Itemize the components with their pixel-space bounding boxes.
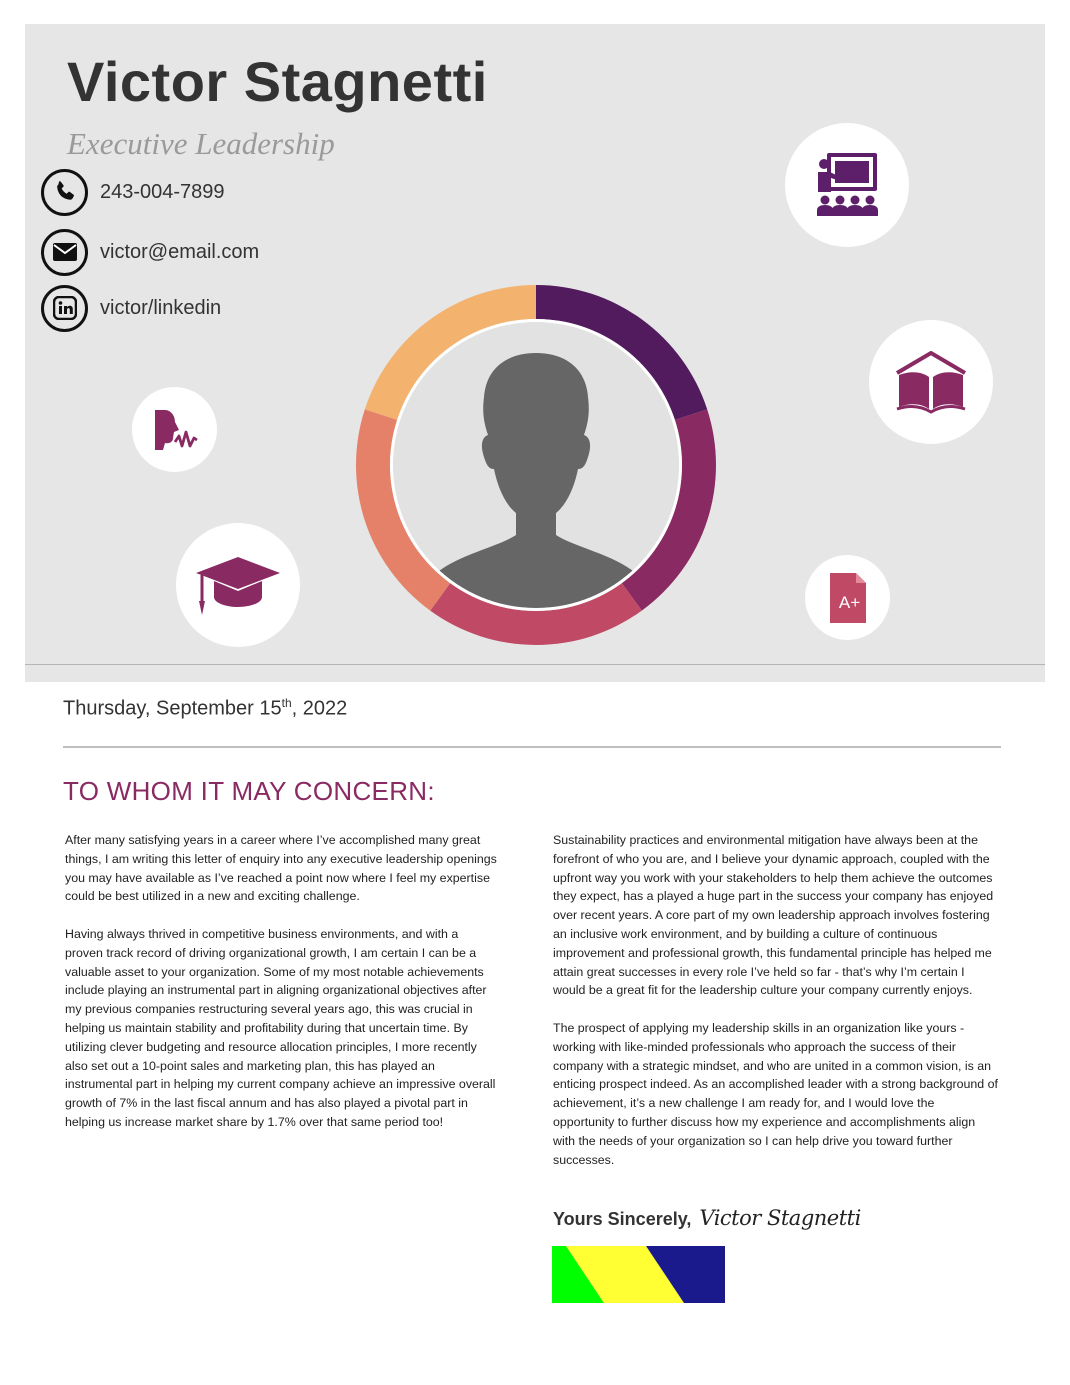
letter-date: Thursday, September 15th, 2022 [63, 696, 348, 720]
applicant-role: Executive Leadership [67, 126, 335, 161]
speech-bubble [132, 387, 217, 472]
paragraph: After many satisfying years in a career where I’ve accomplished many great things, I am writing this letter of enquiry into any executive leadership openings you may have available as I’ve reached a point now where I feel my expertise could be best utilized in a new and exciting challenge. [65, 833, 497, 904]
date-divider [63, 746, 1001, 748]
signoff-text: Yours Sincerely, [553, 1209, 692, 1229]
linkedin-icon [41, 285, 88, 332]
grade-label: A+ [838, 593, 861, 612]
contact-linkedin[interactable] [41, 284, 221, 332]
presentation-icon [815, 152, 879, 218]
book-bubble [869, 320, 993, 444]
paragraph: Sustainability practices and environmental mitigation have always been at the forefront of who you are, and I believe your dynamic approach, coupled with the upfront way you work with your stakeholders to help them achieve the outcomes they expect, has a played a huge part in the success your company has enjoyed over recent years. A core part of my own leadership approach involves fostering an inclusive work environment, and by building a culture of continuous improvement and professional growth, this fundamental principle has helped me attain great successes in every role I’ve held so far - that’s why I’m certain I would be a great fit for the leadership culture your company currently enjoys. [553, 833, 994, 998]
email-text: victor@email.com [100, 240, 260, 263]
graduation-cap-icon [194, 553, 282, 617]
phone-icon [41, 169, 88, 216]
profile-ring [356, 285, 716, 645]
paragraph: The prospect of applying my leadership skills in an organization like yours - working with like-minded professionals who approach the success of their company with a strategic mindset, and who are united in a common vision, is an enticing prospect indeed. As an accomplished leader with a strong background of achievement, it’s a new challenge I am ready for, and I would love the opportunity to further discuss how my experience and accomplishments align with the needs of your organization so I can help drive you toward further successes. [553, 1020, 998, 1167]
email-icon [41, 229, 88, 276]
grade-bubble [805, 555, 890, 640]
company-logo [552, 1246, 725, 1303]
paragraph: Having always thrived in competitive business environments, and with a proven track record of driving organizational growth, I am certain I can be a valuable asset to your organization. Some of my most notable achievements include playing an instrumental part in aligning organizational objectives after my previous companies restructuring several years ago, this was crucial in helping us maintain stability and profitability during that uncertain time. By utilizing clever budgeting and resource allocation principles, I more recently also set out a 10-point sales and marketing plan, this has played an instrumental part in helping my current company achieve an impressive overall growth of 7% in the last fiscal annum and has also played a pivotal part in helping us increase market share by 1.7% over that same period too! [65, 926, 496, 1129]
signoff [553, 1206, 861, 1230]
presentation-bubble [785, 123, 909, 247]
applicant-name: Victor Stagnetti [67, 50, 488, 113]
book-icon [893, 349, 969, 415]
phone-text: 243-004-7899 [100, 180, 225, 203]
signature: Victor Stagnetti [699, 1206, 861, 1230]
linkedin-text: victor/linkedin [100, 296, 222, 319]
salutation: TO WHOM IT MAY CONCERN: [63, 776, 435, 806]
letter-column-right [553, 831, 998, 1188]
graduation-bubble [176, 523, 300, 647]
header-divider [25, 664, 1045, 665]
speech-icon [151, 406, 199, 454]
contact-email[interactable] [41, 228, 259, 276]
letter-column-left [65, 831, 497, 1151]
contact-phone[interactable] [41, 168, 225, 216]
